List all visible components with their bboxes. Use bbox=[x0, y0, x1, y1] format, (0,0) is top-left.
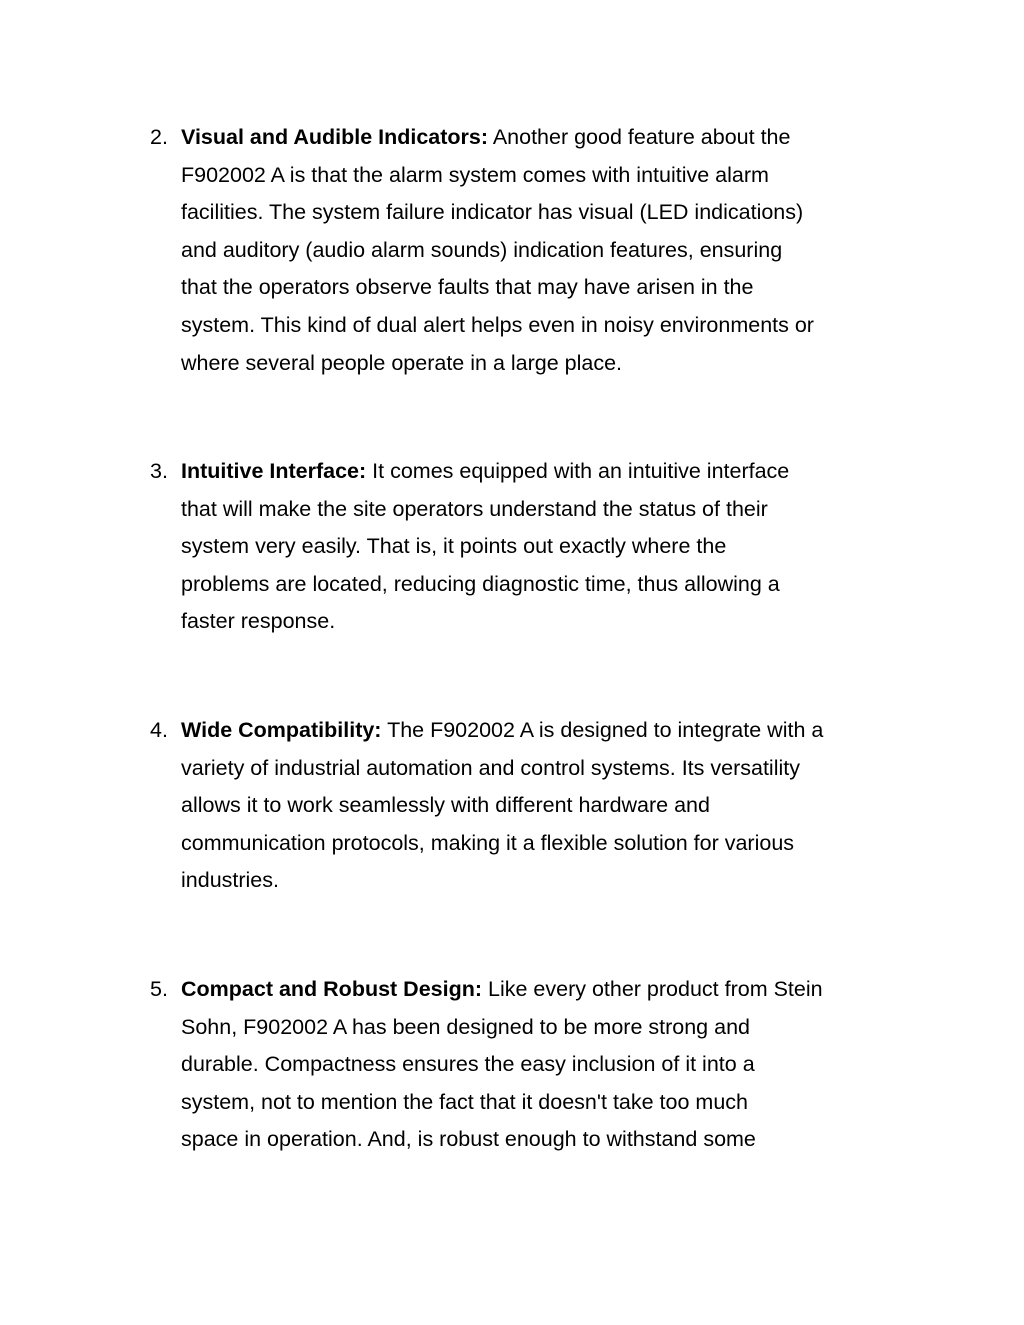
list-item-line: facilities. The system failure indicator has visual (LED indications) bbox=[181, 200, 804, 225]
list-item-line: space in operation. And, is robust enough to withstand some bbox=[181, 1127, 756, 1152]
list-item-visual-audible-indicators bbox=[150, 119, 920, 382]
list-item-wide-compatibility bbox=[150, 712, 920, 900]
list-item-compact-robust-design bbox=[150, 971, 920, 1159]
list-item-heading: Compact and Robust Design: bbox=[181, 977, 483, 1001]
list-item-line: problems are located, reducing diagnostic time, thus allowing a bbox=[181, 571, 780, 596]
list-item-first-line bbox=[181, 453, 920, 491]
list-item-heading: Wide Compatibility: bbox=[181, 718, 382, 742]
list-item-first-line-text: The F902002 A is designed to integrate with a bbox=[381, 718, 824, 742]
list-item-body bbox=[181, 712, 920, 900]
list-item-number: 3. bbox=[150, 459, 168, 483]
list-item-line: allows it to work seamlessly with different hardware and bbox=[181, 793, 710, 818]
list-item-body bbox=[181, 453, 920, 641]
list-item-line: F902002 A is that the alarm system comes with intuitive alarm bbox=[181, 162, 769, 187]
list-item-number: 2. bbox=[150, 125, 168, 149]
list-item-line: system. This kind of dual alert helps even in noisy environments or bbox=[181, 312, 814, 337]
list-item-line: system, not to mention the fact that it doesn't take too much bbox=[181, 1089, 748, 1114]
list-item-first-line-text: Another good feature about the bbox=[488, 125, 791, 149]
list-item-line: Sohn, F902002 A has been designed to be more strong and bbox=[181, 1014, 750, 1039]
list-item-first-line-text: Like every other product from Stein bbox=[482, 977, 823, 1001]
list-item-line: faster response. bbox=[181, 609, 336, 634]
list-item-first-line bbox=[181, 712, 920, 750]
list-item-line: durable. Compactness ensures the easy inclusion of it into a bbox=[181, 1052, 755, 1077]
list-item-number: 4. bbox=[150, 718, 168, 742]
list-item-intuitive-interface bbox=[150, 453, 920, 641]
list-item-line: communication protocols, making it a flexible solution for various bbox=[181, 830, 795, 855]
list-item-line: where several people operate in a large place. bbox=[181, 350, 623, 375]
list-item-line: system very easily. That is, it points out exactly where the bbox=[181, 534, 727, 559]
list-item-first-line-text: It comes equipped with an intuitive interface bbox=[366, 459, 790, 483]
list-item-line: that the operators observe faults that may have arisen in the bbox=[181, 275, 754, 300]
list-item-number: 5. bbox=[150, 977, 168, 1001]
list-item-heading: Visual and Audible Indicators: bbox=[181, 125, 489, 149]
list-item-first-line bbox=[181, 119, 920, 157]
list-item-line: industries. bbox=[181, 868, 279, 893]
list-item-heading: Intuitive Interface: bbox=[181, 459, 367, 483]
list-item-body bbox=[181, 971, 920, 1159]
list-item-line: variety of industrial automation and control systems. Its versatility bbox=[181, 755, 800, 780]
list-item-line: and auditory (audio alarm sounds) indication features, ensuring bbox=[181, 237, 783, 262]
list-item-body bbox=[181, 119, 920, 382]
list-item-line: that will make the site operators understand the status of their bbox=[181, 496, 768, 521]
list-item-first-line bbox=[181, 971, 920, 1009]
